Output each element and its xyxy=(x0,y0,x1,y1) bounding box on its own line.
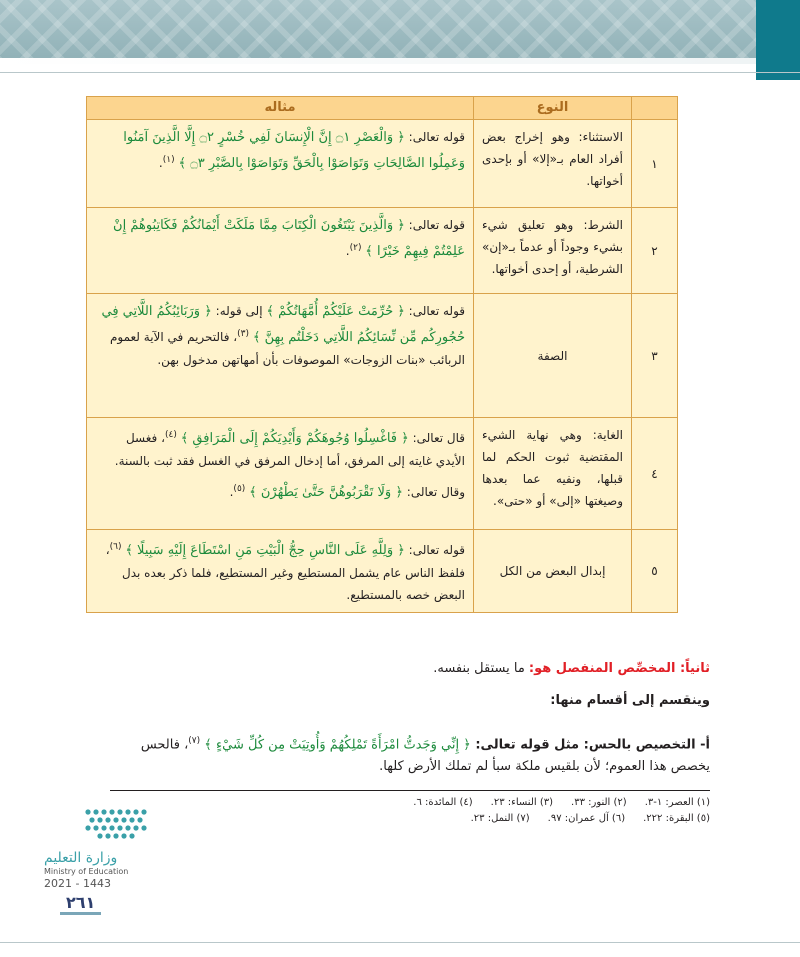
quran-verse: ﴿ إِنِّي وَجَدتُّ امْرَأَةً تَمْلِكُهُمْ وَأُوتِيَتْ مِن كُلِّ شَيْءٍ ﴾ xyxy=(204,737,471,753)
footnote: (١) العصر: ١-٣. xyxy=(644,797,710,808)
footnote-ref: (١) xyxy=(162,155,175,165)
item-a-text: ، فالحس xyxy=(140,737,189,753)
example-text: إلى قوله: xyxy=(211,304,267,318)
trim-line xyxy=(0,72,800,73)
table-row xyxy=(87,208,678,294)
quran-verse: ﴿ حُرِّمَتْ عَلَيْكُمْ أُمَّهَاتُكُمْ ﴾ xyxy=(266,304,405,319)
specification-table xyxy=(86,96,678,613)
quran-verse: ﴿ وَالَّذِينَ يَبْتَغُونَ الْكِتَابَ مِمَّا مَلَكَتْ أَيْمَانُكُمْ فَكَاتِبُوهُمْ إِنْ عَلِمْتُمْ فِيهِمْ خَيْرًا ﴾ xyxy=(113,218,465,259)
row-number: ٥ xyxy=(632,530,678,613)
item-a-label: أ- التخصيص بالحس: مثل قوله تعالى: xyxy=(470,737,710,753)
row-number: ٣ xyxy=(632,294,678,418)
footnote: (٧) النمل: ٢٣. xyxy=(470,813,530,824)
row-type: الاستثناء: وهو إخراج بعض أفراد العام بـ«إلا» أو بإحدى أخواتها. xyxy=(474,120,632,208)
row-example xyxy=(87,208,474,294)
footnote-ref: (٥) xyxy=(233,484,246,494)
table-row xyxy=(87,294,678,418)
example-text: . xyxy=(229,485,234,499)
header-num xyxy=(632,97,678,120)
row-type: الشرط: وهو تعليق شيء بشيء وجوداً أو عدماً بـ«إن» الشرطية، أو إحدى أخواتها. xyxy=(474,208,632,294)
divides-heading: وينقسم إلى أقسام منها: xyxy=(550,693,710,708)
footnotes xyxy=(110,790,710,827)
footnote-ref: (٦) xyxy=(109,542,122,552)
item-a-paragraph xyxy=(70,730,710,756)
footnote-ref: (٧) xyxy=(188,736,201,746)
table-row xyxy=(87,120,678,208)
example-text: . xyxy=(158,156,163,170)
header-example: مثاله xyxy=(87,97,474,120)
table-row xyxy=(87,418,678,530)
ministry-dots-icon xyxy=(44,804,164,844)
footnote: (٢) النور: ٣٣. xyxy=(571,797,627,808)
row-example xyxy=(87,530,474,613)
row-number: ٢ xyxy=(632,208,678,294)
example-text: ، فالتحريم في الآية لعموم الربائب «بنات الزوجات» الموصوفات بأن أمهاتهن مدخول بهن. xyxy=(109,330,465,367)
row-type: الصفة xyxy=(474,294,632,418)
row-type: الغاية: وهي نهاية الشيء المقتضية ثبوت الحكم لما قبلها، ونفيه عما بعدها وصيغتها «إلى» أو «حتى». xyxy=(474,418,632,530)
decorative-header-pattern xyxy=(0,0,800,64)
footnote: (٦) آل عمران: ٩٧. xyxy=(547,813,626,824)
section-2-paragraph xyxy=(70,658,710,680)
table-header-row xyxy=(87,97,678,120)
row-type: إبدال البعض من الكل xyxy=(474,530,632,613)
quran-verse: ﴿ فَاغْسِلُوا وُجُوهَكُمْ وَأَيْدِيَكُمْ إِلَى الْمَرَافِقِ ﴾ xyxy=(180,431,409,446)
row-example xyxy=(87,120,474,208)
footnote-ref: (٤) xyxy=(164,430,177,440)
quran-verse: ﴿ وَلِلَّهِ عَلَى النَّاسِ حِجُّ الْبَيْتِ مَنِ اسْتَطَاعَ إِلَيْهِ سَبِيلًا ﴾ xyxy=(125,543,405,558)
footnote-row xyxy=(110,795,710,811)
example-intro: قوله تعالى: xyxy=(404,130,465,144)
example-intro: قوله تعالى: xyxy=(404,218,465,232)
ministry-year: 2021 - 1443 xyxy=(44,877,111,890)
footnote: (٣) النساء: ٢٣. xyxy=(490,797,554,808)
example-intro: قوله تعالى: xyxy=(404,304,465,318)
row-example xyxy=(87,294,474,418)
row-example xyxy=(87,418,474,530)
row-number: ٤ xyxy=(632,418,678,530)
example-text: ، فلفظ الناس عام يشمل المستطيع وغير المستطيع، فلما ذكر بعده بدل البعض خصه بالمستطيع. xyxy=(105,543,465,602)
section-2-label: ثانياً: المخصِّص المنفصل هو: xyxy=(528,661,710,676)
ministry-english: Ministry of Education xyxy=(44,867,129,876)
example-intro: وقال تعالى: xyxy=(402,485,465,499)
example-text: . xyxy=(345,244,350,258)
quran-verse: ﴿ وَلَا تَقْرَبُوهُنَّ حَتَّىٰ يَطْهُرْنَ ﴾ xyxy=(249,485,403,500)
item-a-text-line2: يخصص هذا العموم؛ لأن بلقيس ملكة سبأ لم تملك الأرض كلها. xyxy=(379,759,710,774)
header-tab xyxy=(756,0,800,80)
footnote-row xyxy=(110,811,710,827)
footnote-ref: (٣) xyxy=(237,329,250,339)
page-number: ٢٦١ xyxy=(60,893,101,915)
footnote: (٥) البقرة: ٢٢٢. xyxy=(643,813,710,824)
second-example xyxy=(95,478,465,504)
footnote: (٤) المائدة: ٦. xyxy=(413,797,473,808)
table-row xyxy=(87,530,678,613)
trim-line xyxy=(0,942,800,943)
example-intro: قال تعالى: xyxy=(408,431,465,445)
example-text: ، فغسل الأيدي غايته إلى المرفق، أما إدخال المرفق في الغسل فقد ثبت بالسنة. xyxy=(114,431,465,468)
ministry-logo xyxy=(44,804,164,890)
footnote-ref: (٢) xyxy=(349,243,362,253)
quran-verse: ﴿ وَرَبَائِبُكُمُ اللَّاتِي فِي حُجُورِكُم مِّن نِّسَائِكُمُ اللَّاتِي دَخَلْتُم بِهِنَّ ﴾ xyxy=(101,304,465,345)
example-intro: قوله تعالى: xyxy=(404,543,465,557)
quran-verse: ﴿ وَالْعَصْرِ ۝١ إِنَّ الْإِنسَانَ لَفِي خُسْرٍ ۝٢ إِلَّا الَّذِينَ آمَنُوا وَعَمِلُوا الصَّالِحَاتِ وَتَوَاصَوْا بِالْحَقِّ وَتَوَاصَوْا بِالصَّبْرِ ۝٣ ﴾ xyxy=(123,130,465,171)
header-type: النوع xyxy=(474,97,632,120)
section-2-text: ما يستقل بنفسه. xyxy=(433,661,529,676)
ministry-arabic: وزارة التعليم xyxy=(44,850,118,866)
row-number: ١ xyxy=(632,120,678,208)
